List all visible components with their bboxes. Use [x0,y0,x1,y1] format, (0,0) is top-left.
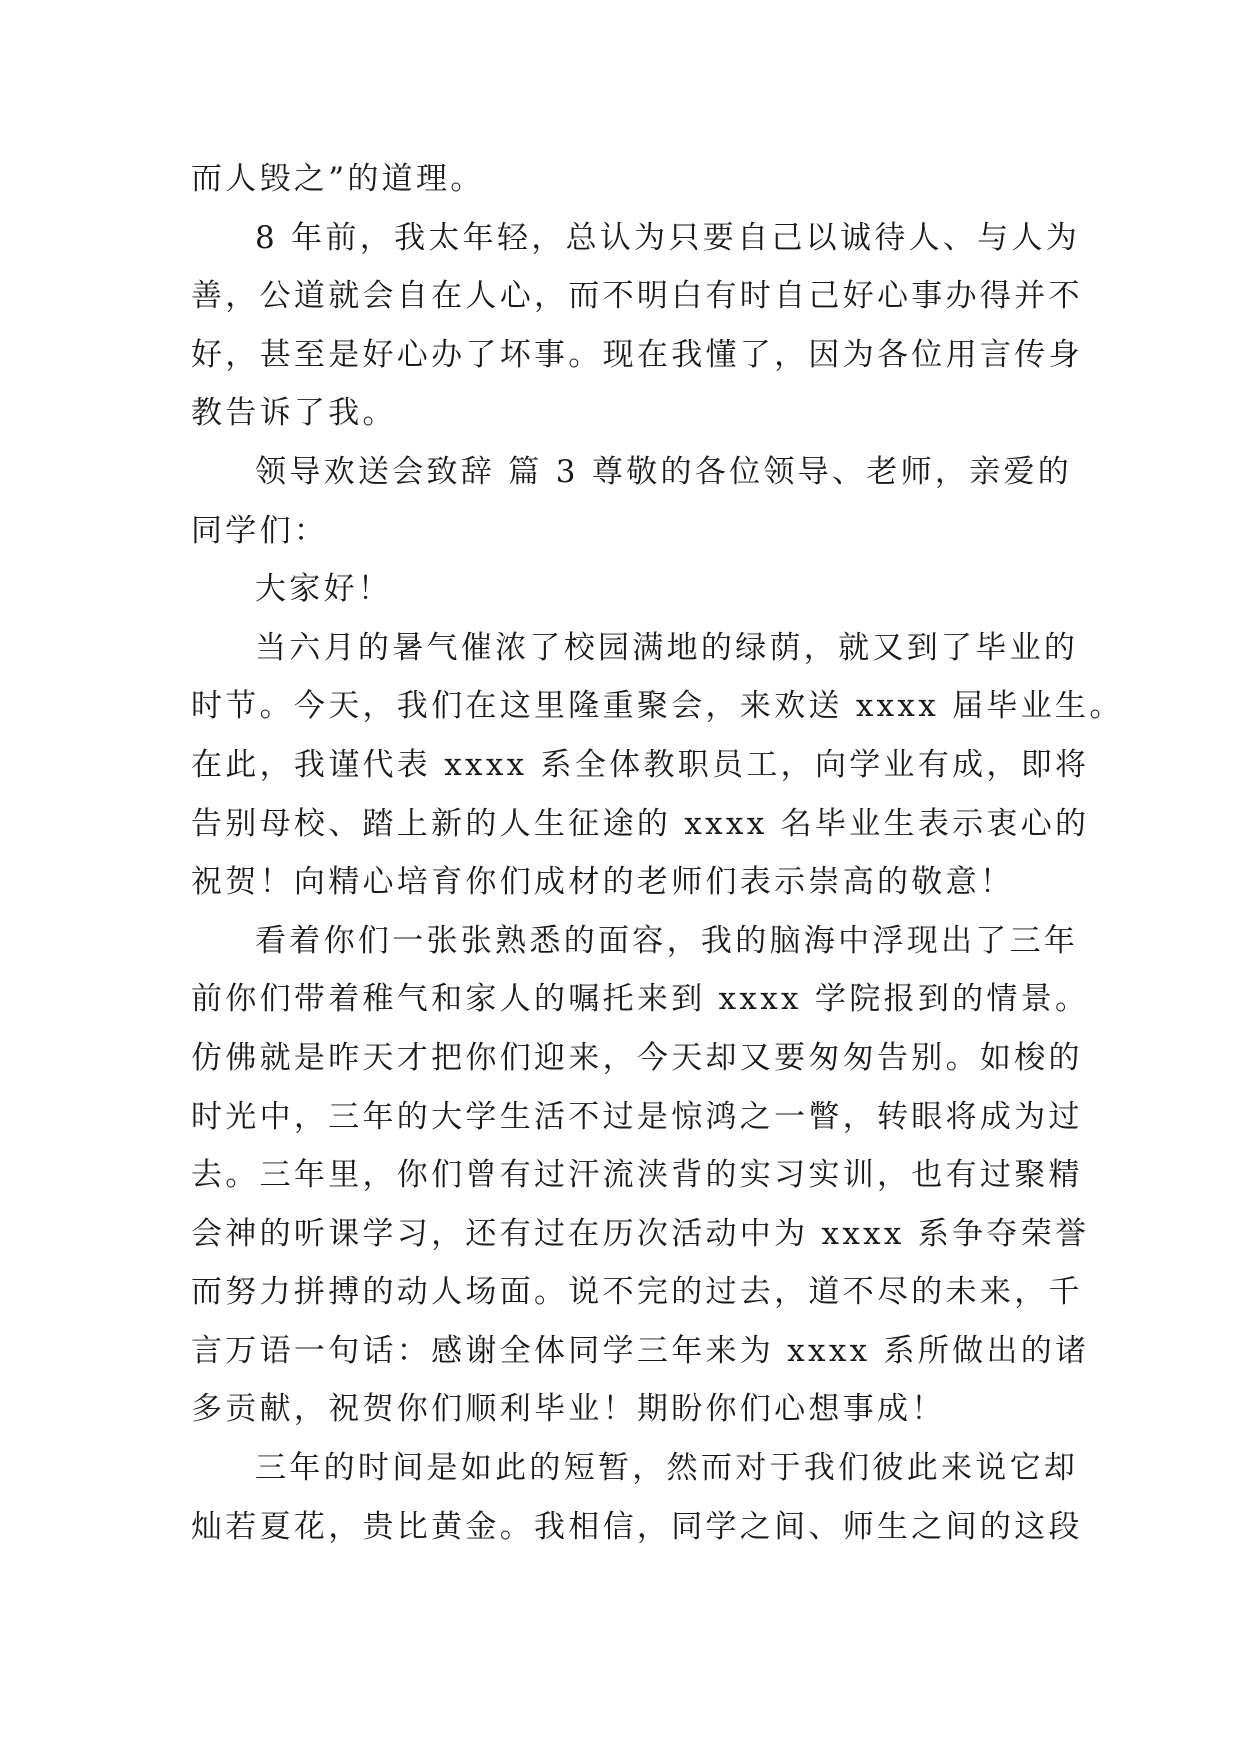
text-line: 看着你们一张张熟悉的面容，我的脑海中浮现出了三年 [255,922,1079,959]
text-line: 8 年前，我太年轻，总认为只要自己以诚待人、与人为 [255,219,1081,256]
text-line: 同学们： [191,512,329,549]
text-line: 祝贺！向精心培育你们成材的老师们表示崇高的敬意！ [191,864,1015,901]
text-line: 三年的时间是如此的短暂，然而对于我们彼此来说它却 [255,1450,1079,1487]
text-line: 告别母校、踏上新的人生征途的 xxxx 名毕业生表示衷心的 [191,805,1090,842]
text-line: 前你们带着稚气和家人的嘱托来到 xxxx 学院报到的情景。 [191,981,1090,1018]
text-line: 好，甚至是好心办了坏事。现在我懂了，因为各位用言传身 [191,336,1083,373]
document-body [191,150,1124,1556]
text-line: 灿若夏花，贵比黄金。我相信，同学之间、师生之间的这段 [191,1508,1083,1545]
text-line: 去。三年里，你们曾有过汗流浃背的实习实训，也有过聚精 [191,1157,1083,1194]
text-line: 时光中，三年的大学生活不过是惊鸿之一瞥，转眼将成为过 [191,1098,1083,1135]
text-line: 时节。今天，我们在这里隆重聚会，来欢送 xxxx 届毕业生。 [191,688,1124,725]
text-line: 大家好！ [255,571,393,608]
text-line: 教告诉了我。 [191,395,397,432]
text-line: 多贡献，祝贺你们顺利毕业！期盼你们心想事成！ [191,1391,946,1428]
text-line: 领导欢送会致辞 篇 3 尊敬的各位领导、老师，亲爱的 [255,453,1073,490]
text-line: 而人毁之”的道理。 [191,161,485,197]
text-line: 而努力拼搏的动人场面。说不完的过去，道不尽的未来，千 [191,1274,1083,1311]
text-line: 在此，我谨代表 xxxx 系全体教职员工，向学业有成，即将 [191,746,1090,783]
text-line: 当六月的暑气催浓了校园满地的绿荫，就又到了毕业的 [255,629,1079,666]
text-line: 善，公道就会自在人心，而不明白有时自己好心事办得并不 [191,278,1083,315]
text-line: 言万语一句话：感谢全体同学三年来为 xxxx 系所做出的诸 [191,1332,1090,1369]
text-line: 仿佛就是昨天才把你们迎来，今天却又要匆匆告别。如梭的 [191,1039,1083,1076]
text-line: 会神的听课学习，还有过在历次活动中为 xxxx 系争夺荣誉 [191,1215,1090,1252]
